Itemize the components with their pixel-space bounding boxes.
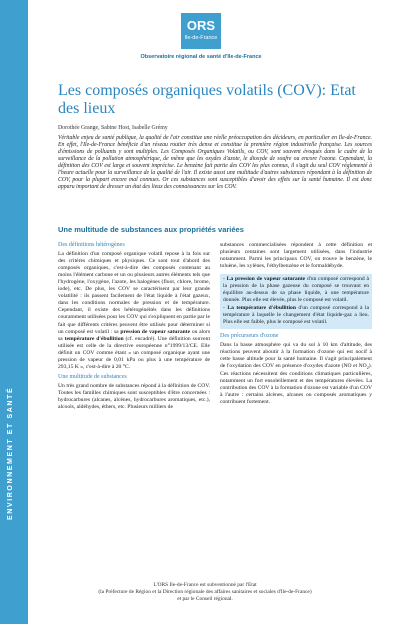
paragraph-commercial: substances commercialisées répondent à cette définition et plusieurs centaines sont largement utilisées, dans l'industrie notamment. Parmi les principaux COV, on trouve le benzène, le toluène, les xylènes, l'éthylbenzène et le formaldéhyde. [220,242,372,270]
footer-line: (la Préfecture de Région et la Direction régionale des affaires sanitaires et sociales d'Ile-de-France) [98,588,312,595]
left-column [58,242,210,411]
logo-sub-text: Ile-de-France [184,35,218,41]
text-run: (cf. encadré). Une définition souvent utilisée est celle de la directive européenne n°1999/13/CE. Elle définit un COV comme étant « un composé organique ayant une pression de vapeur de 0,01 kPa ou plus à une température de 293,15 K », c'est-à-dire à 20 °C. [58,335,210,370]
term-boiling-point: température d'ébullition [64,335,124,342]
subheading-definitions: Des définitions hétérogènes [58,242,125,248]
text-run: ). Ces réactions nécessitent des conditions climatiques particulières, notamment un fort ensoleillement et des températures élevées. La contribution des COV à la formation d'ozone est variable d'un COV à l'autre : certains alcènes, alcanes ou composés aromatiques y contribuent fortement. [220,362,372,406]
sidebar-band [0,0,28,624]
text-run: Dans la basse atmosphère qui va du sol à 10 km d'altitude, des réactions peuvent aboutir à la formation d'ozone qui est nocif à cette basse altitude pour la santé humaine. Il s'agit principalement de l'oxydation des COV en présence d'oxydes d'azote (NO et NO [220,341,372,369]
box-text: d'un composé correspond à la pression de la phase gazeuse du composé se trouvant en équilibre au-dessus de sa phase liquide, à une température donnée. Plus elle est élevée, plus le composé est volatil. [223,276,370,304]
article-title: Les composés organiques volatils (COV): Etat des lieux [58,82,356,117]
definition-box [220,274,372,328]
subheading-ozone: Des précurseurs d'ozone [220,332,279,339]
box-item-boiling-point: - La température d'ébullition d'un composé correspond à la température à laquelle le changement d'état liquide-gaz a lieu. Plus elle est faible, plus le composé est volatil. [223,305,370,326]
footer-line: et par le Conseil régional. [177,595,233,602]
paragraph-definitions [58,251,210,371]
text-run: La définition d'un composé organique volatil repose à la fois sur des critères chimiques et physiques. Ce sont tout d'abord des composés organiques, c'est-à-dire des composés contenant au moins l'élément carbone et un ou plusieurs autres éléments tels que l'hydrogène, l'oxygène, l'azote, les halogènes (fluor, chlore, brome, iode), etc. De plus, les COV se caractérisent par leur grande volatilité : ils passent facilement de l'état liquide à l'état gazeux, dans les conditions normales de pression et de température. Cependant, il existe des hétérogénéités dans les définitions couramment utilisées pour les COV qui s'expliquent en partie par le fait que différents critères peuvent être utilisés pour déterminer si un composé est volatil : sa [58,251,210,335]
sidebar-label: ENVIRONNEMENT ET SANTÉ [7,386,14,520]
logo-main-text: ORS [186,18,216,33]
right-column [220,242,372,406]
section-title: Une multitude de substances aux propriétés variées [58,225,244,234]
paragraph-ozone [220,342,372,407]
box-text: d'un composé correspond à la température à laquelle le changement d'état liquide-gaz a lieu. Plus elle est faible, plus le composé est volatil. [223,305,370,326]
footer-note [90,582,320,602]
subheading-substances: Une multitude de substances [58,373,127,380]
paragraph-substances: Un très grand nombre de substances répond à la définition de COV. Toutes les familles chimiques sont susceptibles d'être concernées : hydrocarbures (alcanes, alcènes, hydrocarbures aromatiques, etc.), alcools, aldéhydes, éthers, etc. Plusieurs milliers de [58,382,210,411]
term-vapor-pressure: pression de vapeur saturante [120,328,191,335]
footer-line: L'ORS Ile-de-France est subventionné par l'Etat [153,582,257,588]
subscript: 2 [366,364,369,370]
ors-logo [181,13,221,49]
observatory-name: Observatoire régional de santé d'Ile-de-France [140,54,262,60]
box-term: La pression de vapeur saturante [226,276,306,283]
article-authors: Dorothée Grange, Sabine Host, Isabelle Grémy [58,125,168,131]
intro-paragraph: Véritable enjeu de santé publique, la qualité de l'air constitue une réelle préoccupation des décideurs, en particulier en Ile-de-France. En effet, l'Ile-de-France bénéficie d'un réseau routier très dense et constitue la première région industrielle française. Les sources d'émissions de polluants y sont multiples. Les Composés Organiques Volatils, ou COV, sont souvent évoqués dans le cadre de la surveillance de la pollution atmosphérique, de même que les oxydes d'azote, le dioxyde de soufre ou encore l'ozone. Cependant, la définition des COV est large et souvent imprécise. Le benzène fait partie des COV les plus connus, il s'agit du seul COV réglementé à l'heure actuelle pour la surveillance de la qualité de l'air. Il existe aussi une multitude d'autres substances répondant à la définition de COV, pour la plupart encore mal connues. Or ces substances sont susceptibles d'avoir des effets sur la santé humaine. Il est donc apparu important de dresser un état des lieux des connaissances sur les COV. [58,135,372,191]
box-item-vapor-pressure: - La pression de vapeur saturante d'un composé correspond à la pression de la phase gazeuse du composé se trouvant en équilibre au-dessus de sa phase liquide, à une température donnée. Plus elle est élevée, plus le composé est volatil. [223,276,370,304]
text-run: ou alors sa [58,328,210,342]
box-term: La température d'ébullition [227,305,296,312]
